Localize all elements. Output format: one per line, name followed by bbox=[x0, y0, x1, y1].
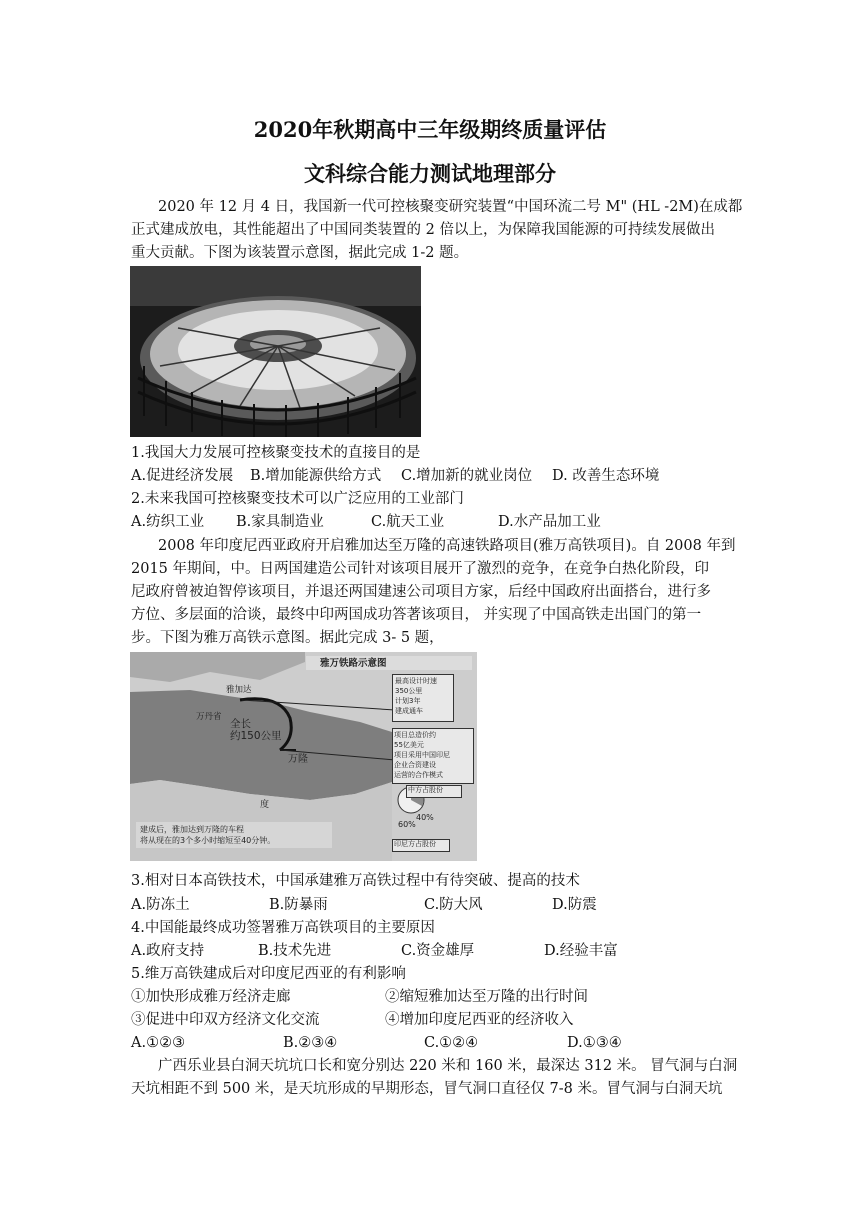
question-4-option-d: D.经验丰富 bbox=[544, 943, 618, 959]
china-share-value: 40% bbox=[416, 813, 434, 822]
page-title: 2020年秋期高中三年级期终质量评估 bbox=[253, 117, 607, 142]
question-5-stem: 5.维万高铁建成后对印度尼西亚的有利影响 bbox=[131, 966, 406, 982]
question-3-stem: 3.相对日本高铁技术，中国承建雅万高铁过程中有待突破、提高的技术 bbox=[131, 873, 580, 889]
question-2-option-b: B.家具制造业 bbox=[236, 514, 324, 530]
question-1-stem: 1.我国大力发展可控核聚变技术的直接目的是 bbox=[131, 445, 421, 461]
question-1-option-c: C.增加新的就业岗位 bbox=[401, 468, 533, 484]
passage-line: 重大贡献。下图为该装置示意图，据此完成 1-2 题。 bbox=[131, 245, 469, 261]
question-5-item-3: ③促进中印双方经济文化交流 bbox=[131, 1012, 320, 1028]
map-title: 雅万铁路示意图 bbox=[320, 658, 387, 669]
question-5-option-b: B.②③④ bbox=[283, 1035, 338, 1051]
passage-line: 天坑相距不到 500 米，是天坑形成的早期形态，冒气洞口直径仅 7-8 米。冒气洞与白洞天坑 bbox=[131, 1081, 723, 1097]
fusion-device-illustration bbox=[130, 266, 421, 437]
question-4-option-b: B.技术先进 bbox=[258, 943, 332, 959]
indonesia-share-label: 印尼方占股份 bbox=[394, 840, 436, 848]
question-4-stem: 4.中国能最终成功签署雅万高铁项目的主要原因 bbox=[131, 920, 435, 936]
china-share-label: 中方占股份 bbox=[408, 786, 443, 794]
ocean-label: 度 bbox=[260, 800, 270, 810]
passage-line: 方位、多层面的洽谈，最终中印两国成功答著该项目， 并实现了中国高铁走出国门的第一 bbox=[131, 607, 702, 623]
passage-line: 广西乐业县白洞天坑坑口长和宽分别达 220 米和 160 米，最深达 312 米。 冒气洞与白洞 bbox=[158, 1058, 738, 1074]
question-1-option-a: A.促进经济发展 bbox=[131, 468, 234, 484]
question-3-option-b: B.防暴雨 bbox=[269, 897, 328, 913]
bandung-label: 万隆 bbox=[288, 754, 308, 765]
jakarta-label: 雅加达 bbox=[226, 685, 252, 695]
passage-line: 步。下图为雅万高铁示意图。据此完成 3- 5 题， bbox=[131, 630, 444, 646]
question-1-option-b: B.增加能源供给方式 bbox=[250, 468, 382, 484]
question-1-option-d: D. 改善生态环境 bbox=[552, 468, 660, 484]
question-3-option-a: A.防冻土 bbox=[131, 897, 190, 913]
indonesia-share-value: 60% bbox=[398, 820, 416, 829]
question-2-stem: 2.未来我国可控核聚变技术可以广泛应用的工业部门 bbox=[131, 491, 464, 507]
page-subtitle: 文科综合能力测试地理部分 bbox=[304, 161, 556, 186]
question-2-option-a: A.纺织工业 bbox=[131, 514, 205, 530]
question-5-item-4: ④增加印度尼西亚的经济收入 bbox=[385, 1012, 574, 1028]
passage-line: 正式建成放电，其性能超出了中国同类装置的 2 倍以上，为保障我国能源的可持续发展做出 bbox=[131, 222, 715, 238]
jakarta-bandung-railway-map bbox=[130, 652, 477, 861]
question-5-option-c: C.①②④ bbox=[424, 1035, 479, 1051]
passage-line: 尼政府曾被迫智停该项目，并退还两国建速公司项目方家，后经中国政府出面搭台，进行多 bbox=[131, 584, 711, 600]
speed-note: 最高设计时速 350公里 计划3年 建成通车 bbox=[395, 677, 437, 715]
investment-note: 项目总造价约 55亿美元 项目采用中国印尼 企业合资建设 运营的合作模式 bbox=[394, 731, 450, 779]
question-2-option-d: D.水产品加工业 bbox=[498, 514, 601, 530]
question-5-item-1: ①加快形成雅万经济走廊 bbox=[131, 989, 291, 1005]
passage-line: 2015 年期间，中。日两国建造公司针对该项目展开了激烈的竞争，在竞争白热化阶段，印 bbox=[131, 561, 710, 577]
passage-line: 2020 年 12 月 4 日，我国新一代可控核聚变研究装置“中国环流二号 M" (HL -2M)在成都 bbox=[158, 199, 743, 215]
region-label: 万丹省 bbox=[196, 712, 222, 722]
question-5-item-2: ②缩短雅加达至万隆的出行时间 bbox=[385, 989, 588, 1005]
passage-line: 2008 年印度尼西亚政府开启雅加达至万隆的高速铁路项目(雅万高铁项目)。自 2008 年到 bbox=[158, 538, 736, 554]
question-5-option-a: A.①②③ bbox=[131, 1035, 186, 1051]
route-length-label: 全长 约150公里 bbox=[230, 718, 282, 742]
question-4-option-c: C.资金雄厚 bbox=[401, 943, 475, 959]
question-5-option-d: D.①③④ bbox=[567, 1035, 622, 1051]
question-3-option-d: D.防震 bbox=[552, 897, 597, 913]
travel-note: 建成后，雅加达到万隆的车程 将从现在的3个多小时缩短至40分钟。 bbox=[140, 825, 276, 845]
question-4-option-a: A.政府支持 bbox=[131, 943, 205, 959]
question-2-option-c: C.航天工业 bbox=[371, 514, 445, 530]
fusion-device-photo bbox=[130, 266, 421, 437]
question-3-option-c: C.防大风 bbox=[424, 897, 483, 913]
